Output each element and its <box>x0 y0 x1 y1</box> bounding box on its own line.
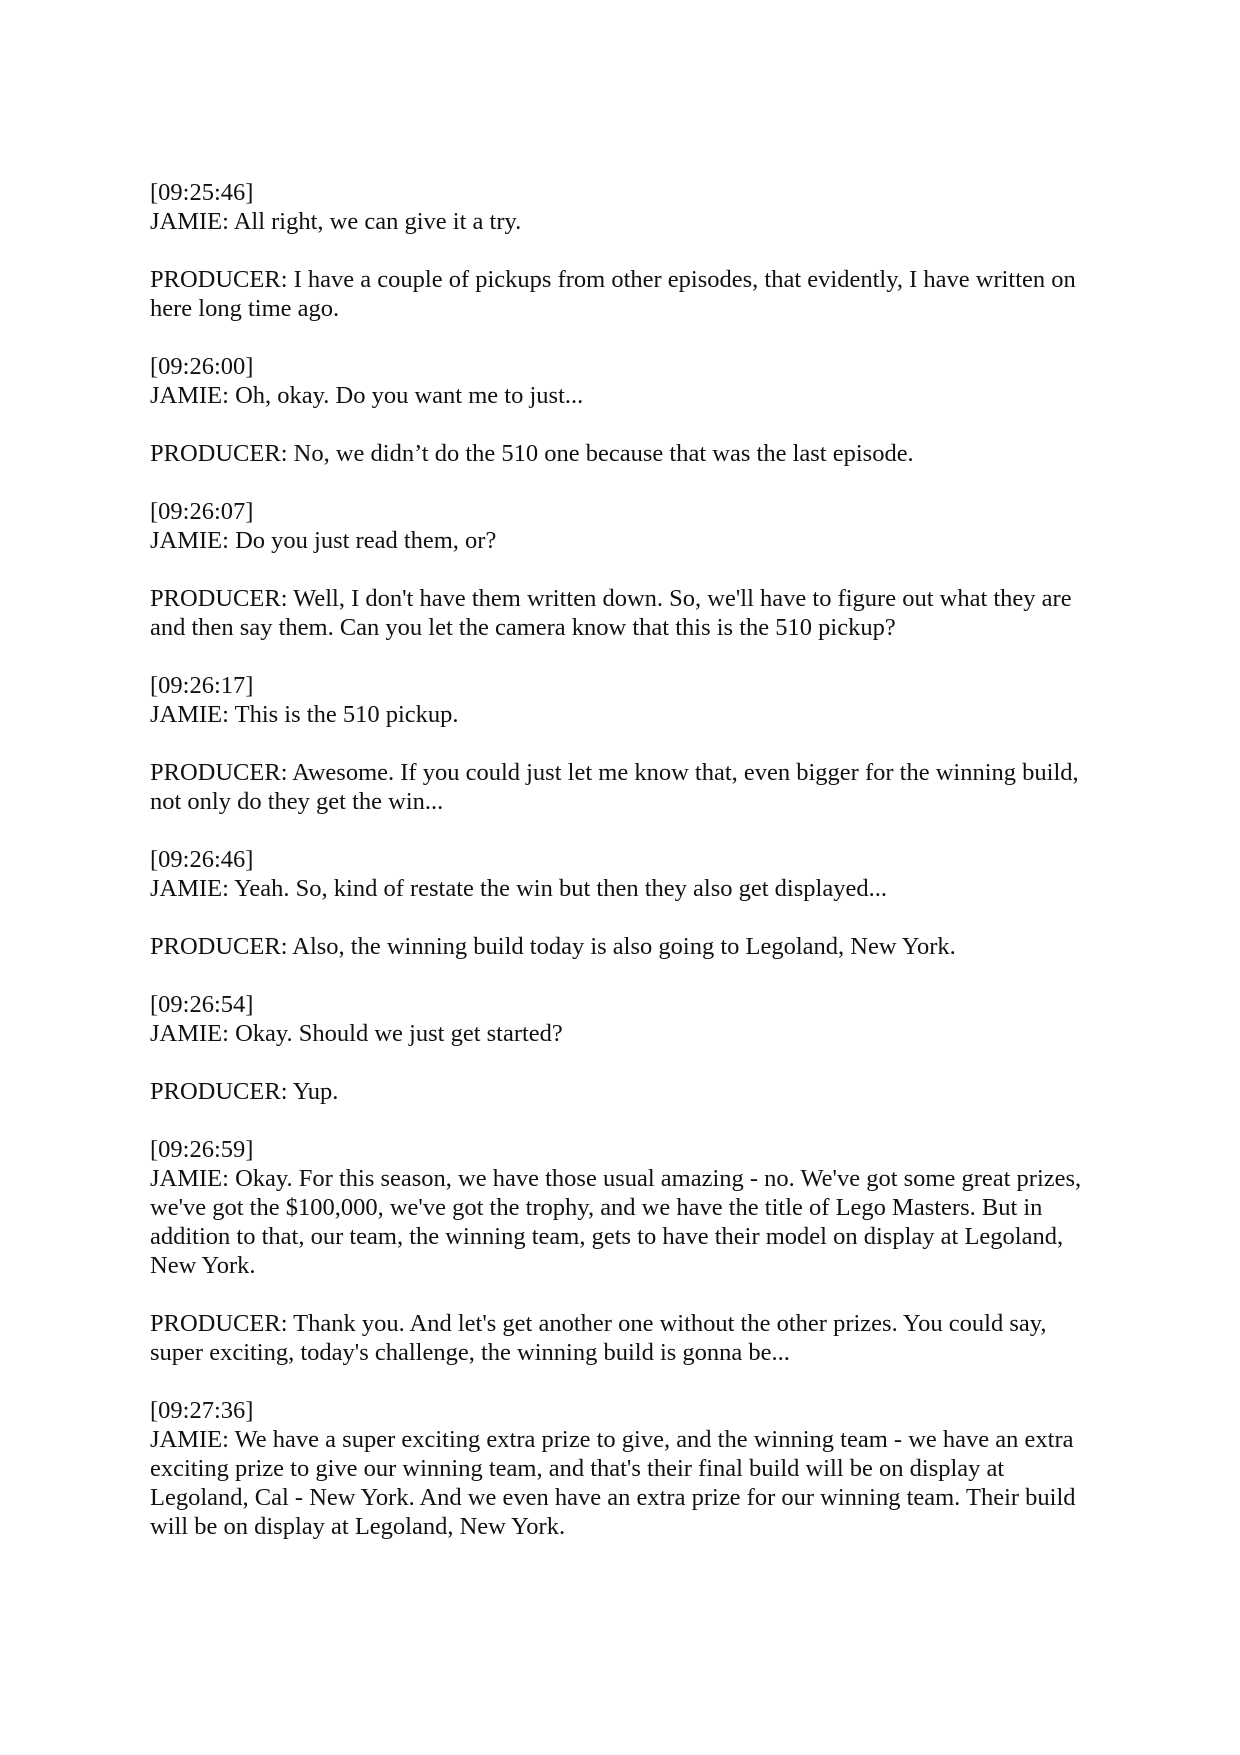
timestamp: [09:25:46] <box>150 179 254 206</box>
transcript-entry <box>150 178 1090 236</box>
timestamp: [09:27:36] <box>150 1397 254 1424</box>
dialogue-line: PRODUCER: No, we didn’t do the 510 one because that was the last episode. <box>150 440 914 467</box>
transcript-entry <box>150 497 1090 555</box>
timestamp: [09:26:07] <box>150 498 254 525</box>
timestamp: [09:26:00] <box>150 353 254 380</box>
transcript-entry <box>150 671 1090 729</box>
transcript-entry <box>150 1396 1090 1541</box>
transcript-entry <box>150 584 1090 642</box>
dialogue-line: JAMIE: We have a super exciting extra prize to give, and the winning team - we have an extra exciting prize to give our winning team, and that's their final build will be on display at Legoland, Cal - New York. And we even have an extra prize for our winning team. Their build will be on display at Legoland, New York. <box>150 1426 1076 1540</box>
dialogue-line: PRODUCER: Well, I don't have them written down. So, we'll have to figure out what they are and then say them. Can you let the camera know that this is the 510 pickup? <box>150 585 1072 641</box>
dialogue-line: JAMIE: Okay. For this season, we have those usual amazing - no. We've got some great prizes, we've got the $100,000, we've got the trophy, and we have the title of Lego Masters. But in addition to that, our team, the winning team, gets to have their model on display at Legoland, New York. <box>150 1165 1082 1279</box>
transcript-entry <box>150 1309 1090 1367</box>
dialogue-line: PRODUCER: I have a couple of pickups from other episodes, that evidently, I have written on here long time ago. <box>150 266 1076 322</box>
dialogue-line: JAMIE: Yeah. So, kind of restate the win but then they also get displayed... <box>150 875 887 902</box>
dialogue-line: PRODUCER: Awesome. If you could just let me know that, even bigger for the winning build, not only do they get the win... <box>150 759 1079 815</box>
transcript-entry <box>150 1135 1090 1280</box>
transcript-entry <box>150 758 1090 816</box>
dialogue-line: JAMIE: Do you just read them, or? <box>150 527 497 554</box>
transcript-entry <box>150 845 1090 903</box>
dialogue-line: PRODUCER: Thank you. And let's get another one without the other prizes. You could say, super exciting, today's challenge, the winning build is gonna be... <box>150 1310 1047 1366</box>
timestamp: [09:26:46] <box>150 846 254 873</box>
transcript-entry <box>150 932 1090 961</box>
dialogue-line: PRODUCER: Yup. <box>150 1078 339 1105</box>
transcript-entry <box>150 265 1090 323</box>
transcript-entry <box>150 990 1090 1048</box>
timestamp: [09:26:59] <box>150 1136 254 1163</box>
dialogue-line: PRODUCER: Also, the winning build today is also going to Legoland, New York. <box>150 933 956 960</box>
transcript-entry <box>150 1077 1090 1106</box>
dialogue-line: JAMIE: Oh, okay. Do you want me to just... <box>150 382 584 409</box>
dialogue-line: JAMIE: This is the 510 pickup. <box>150 701 459 728</box>
dialogue-line: JAMIE: All right, we can give it a try. <box>150 208 522 235</box>
timestamp: [09:26:54] <box>150 991 254 1018</box>
transcript-entry <box>150 352 1090 410</box>
dialogue-line: JAMIE: Okay. Should we just get started? <box>150 1020 563 1047</box>
timestamp: [09:26:17] <box>150 672 254 699</box>
transcript-body <box>150 178 1090 1570</box>
transcript-entry <box>150 439 1090 468</box>
